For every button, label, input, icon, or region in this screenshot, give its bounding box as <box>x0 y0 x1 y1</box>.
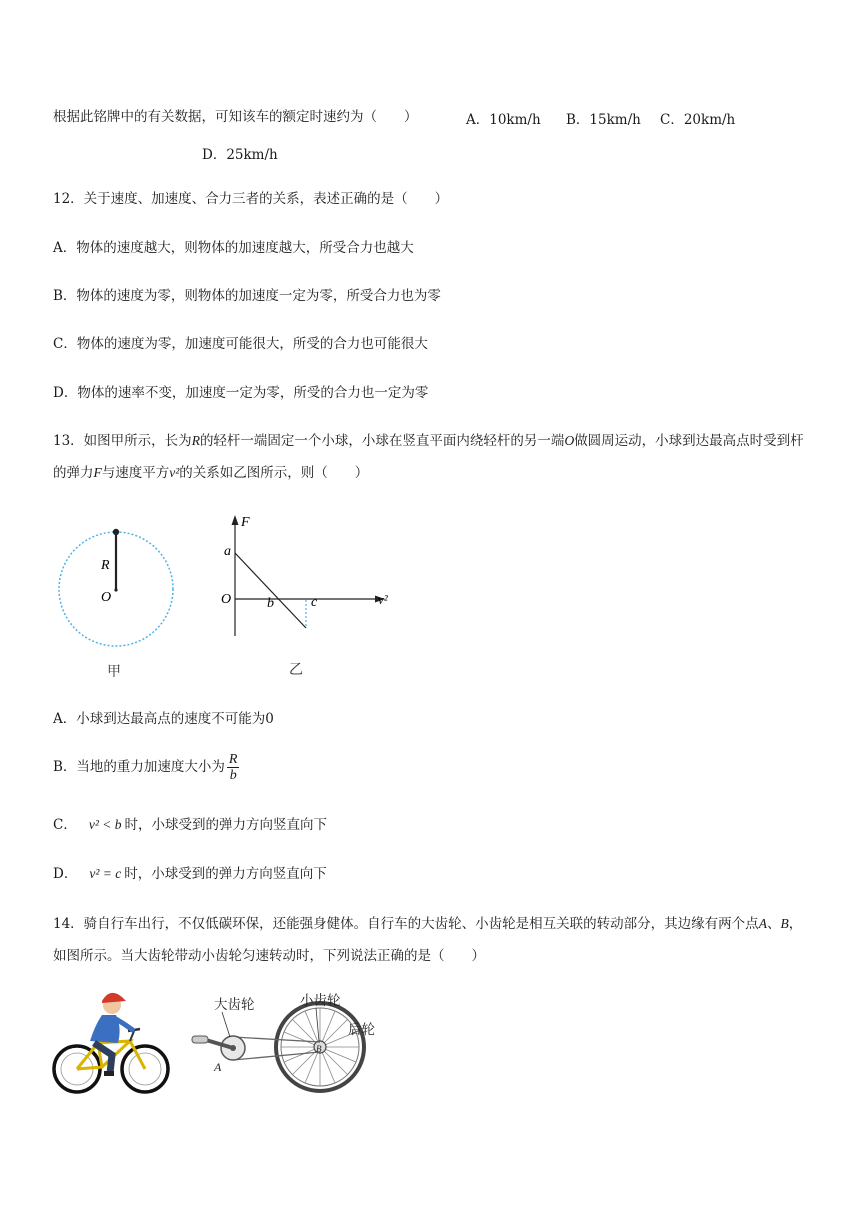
q11-stem-line <box>53 108 418 126</box>
q12-option-d: D．物体的速率不变，加速度一定为零，所受的合力也一定为零 <box>53 385 429 401</box>
q12-option-c: C．物体的速度为零，加速度可能很大，所受的合力也可能很大 <box>53 336 428 352</box>
label-v2: v² <box>378 592 388 607</box>
label-a: a <box>224 544 231 559</box>
label-origin: O <box>221 592 232 607</box>
label-r: R <box>101 558 110 573</box>
q13-option-a: A．小球到达最高点的速度不可能为0 <box>53 711 274 727</box>
label-o: O <box>101 590 112 605</box>
gear-wheel-diagram <box>188 990 388 1095</box>
q12-option-b: B．物体的速度为零，则物体的加速度一定为零，所受合力也为零 <box>53 288 441 304</box>
q13-figure-yi <box>215 512 395 682</box>
q13-stem: 13．如图甲所示，长为R的轻杆一端固定一个小球，小球在竖直平面内绕轻杆的另一端O做圆周运动，小球到达最高点时受到杆的弹力F与速度平方v²的关系如乙图所示，则（ ） <box>53 433 804 481</box>
q11-option-a: A．10km/h <box>466 112 541 128</box>
fraction-r-over-b: $\frac{R}{b}$ <box>228 752 238 783</box>
y-axis-arrow <box>232 515 239 525</box>
q11-option-b: B．15km/h <box>566 112 641 128</box>
ball <box>113 529 119 535</box>
f-v2-line <box>235 553 306 628</box>
q11-option-d: D．25km/h <box>202 147 278 163</box>
label-point-a: A <box>214 1060 222 1074</box>
label-b: b <box>267 596 274 611</box>
caption-yi: 乙 <box>289 661 303 677</box>
caption-jia: 甲 <box>107 663 121 679</box>
q13-option-d: D． v² = c 时，小球受到的弹力方向竖直向下 <box>53 866 327 882</box>
q12-option-a: A．物体的速度越大，则物体的加速度越大，所受合力也越大 <box>53 240 414 256</box>
q12-stem: 12．关于速度、加速度、合力三者的关系，表述正确的是（ ） <box>53 191 449 207</box>
label-f: F <box>241 515 250 530</box>
pivot-o <box>114 588 117 591</box>
label-small-gear: 小齿轮 <box>300 993 341 1008</box>
label-point-b: B <box>316 1044 322 1054</box>
q11-stem: 根据此铭牌中的有关数据，可知该车的额定时速约为（ ） <box>53 109 418 125</box>
bicycle-rider-illustration <box>50 985 172 1097</box>
label-c: c <box>311 595 318 610</box>
q13-figure-jia <box>50 515 185 685</box>
q13-option-b: B．当地的重力加速度大小为 $\frac{R}{b}$ <box>53 752 238 783</box>
label-rear-wheel: 后轮 <box>348 1022 375 1037</box>
label-big-gear: 大齿轮 <box>214 997 255 1012</box>
q14-stem: 14．骑自行车出行，不仅低碳环保，还能强身健体。自行车的大齿轮、小齿轮是相互关联的转动部分，其边缘有两个点A、B，如图所示。当大齿轮带动小齿轮匀速转动时，下列说法正确的是（ ） <box>53 916 803 964</box>
q13-option-c: C． v² < b 时，小球受到的弹力方向竖直向下 <box>53 817 327 833</box>
q11-option-c: C．20km/h <box>660 112 736 128</box>
